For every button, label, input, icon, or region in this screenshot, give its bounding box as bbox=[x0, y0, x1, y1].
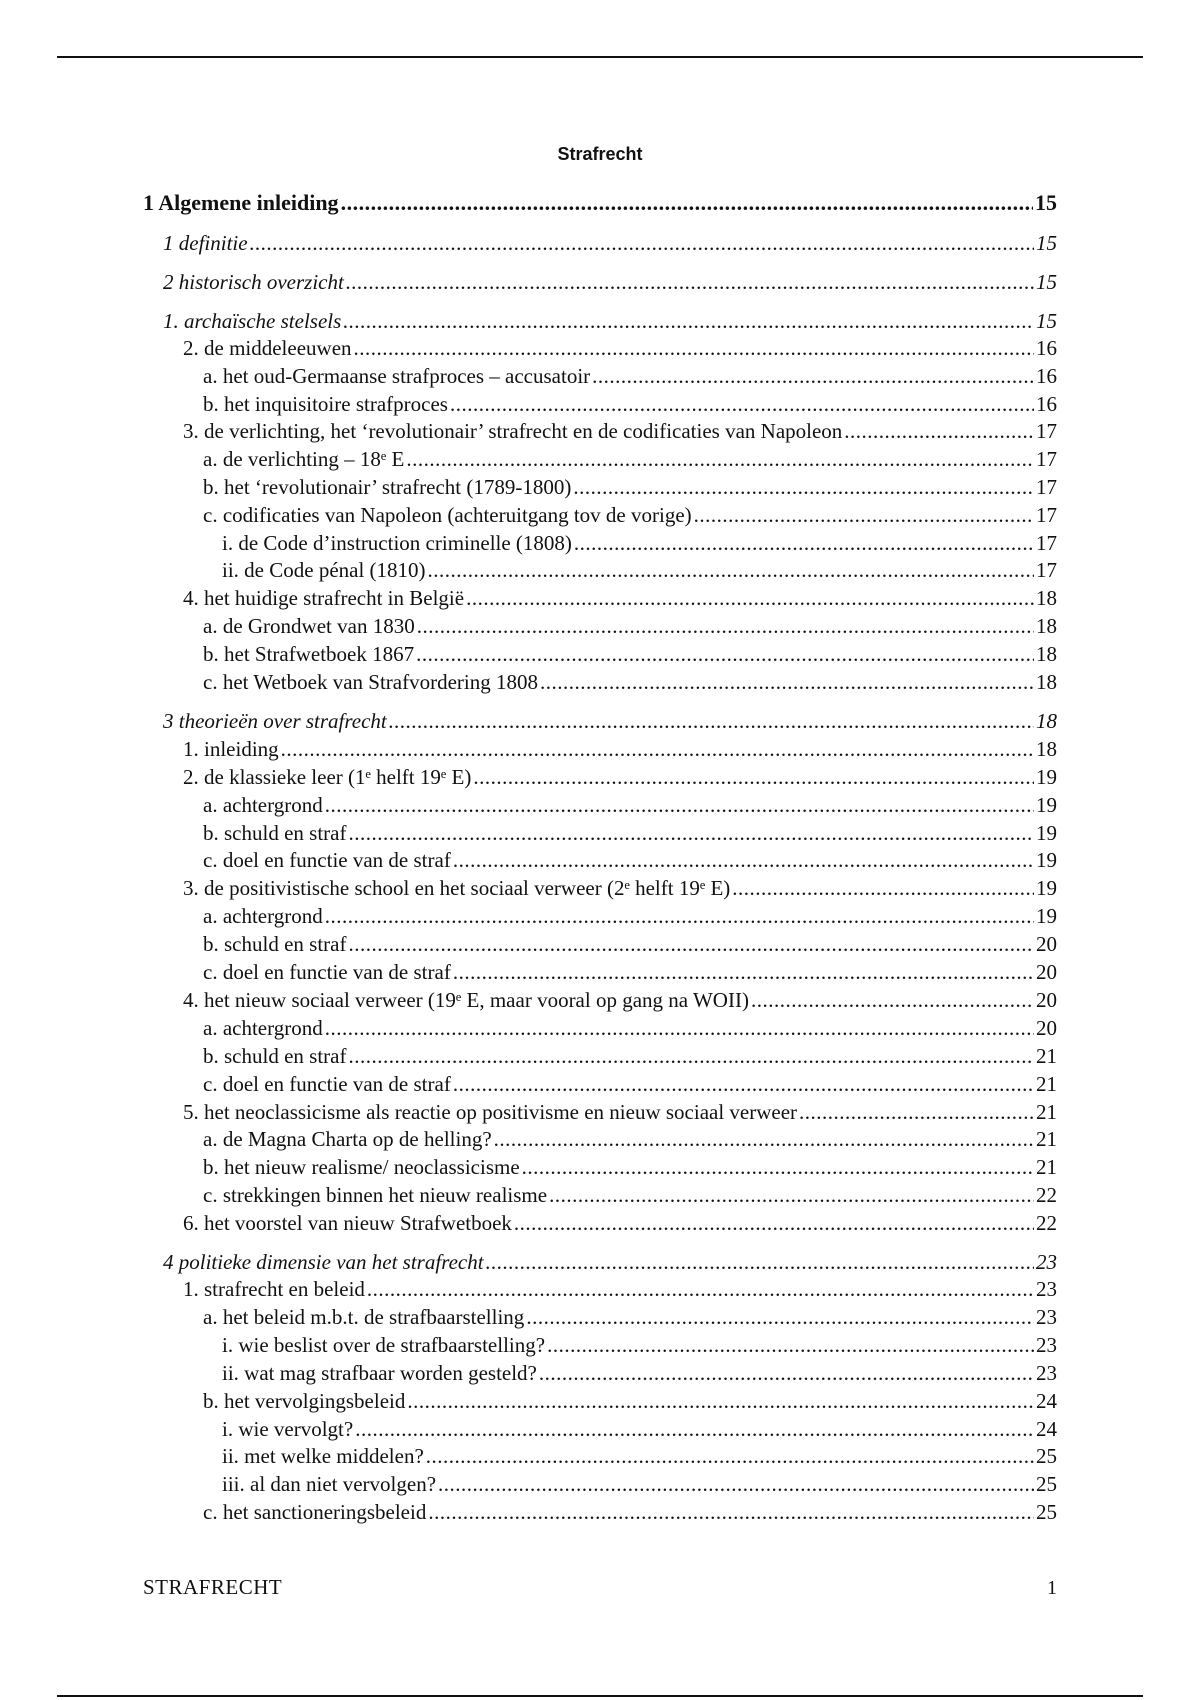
toc-entry-label: c. strekkingen binnen het nieuw realisme bbox=[203, 1183, 548, 1207]
toc-entry[interactable] bbox=[203, 502, 1057, 528]
dot-leader bbox=[341, 190, 1033, 216]
toc-entry-label: ii. met welke middelen? bbox=[222, 1444, 424, 1468]
toc-entry-label: b. het ‘revolutionair’ strafrecht (1789-1800) bbox=[203, 475, 572, 499]
toc-entry[interactable] bbox=[203, 1304, 1057, 1330]
dot-leader bbox=[574, 530, 1034, 556]
toc-entry[interactable] bbox=[163, 1249, 1057, 1275]
toc-entry-page: 22 bbox=[1036, 1211, 1057, 1235]
dot-leader bbox=[526, 1304, 1034, 1330]
dot-leader bbox=[450, 391, 1034, 417]
toc-entry-page: 17 bbox=[1036, 419, 1057, 443]
toc-entry-page: 21 bbox=[1036, 1100, 1057, 1124]
toc-entry-page: 21 bbox=[1036, 1155, 1057, 1179]
toc-entry-page: 17 bbox=[1036, 447, 1057, 471]
toc-entry[interactable] bbox=[163, 269, 1057, 295]
toc-entry[interactable] bbox=[143, 190, 1057, 216]
toc-entry-label: a. het oud-Germaanse strafproces – accusatoir bbox=[203, 364, 591, 388]
dot-leader bbox=[751, 987, 1034, 1013]
dot-leader bbox=[547, 1332, 1034, 1358]
toc-entry[interactable] bbox=[203, 474, 1057, 500]
dot-leader bbox=[417, 613, 1034, 639]
toc-entry[interactable] bbox=[203, 1126, 1057, 1152]
toc-entry[interactable] bbox=[183, 1210, 1057, 1236]
toc-entry-page: 18 bbox=[1036, 642, 1057, 666]
dot-leader bbox=[346, 269, 1034, 295]
toc-entry[interactable] bbox=[203, 959, 1057, 985]
toc-entry-page: 20 bbox=[1036, 1016, 1057, 1040]
toc-entry-label: 1 Algemene inleiding bbox=[143, 190, 339, 215]
dot-leader bbox=[348, 1043, 1034, 1069]
toc-entry-label: iii. al dan niet vervolgen? bbox=[222, 1472, 437, 1496]
toc-entry-page: 15 bbox=[1036, 231, 1057, 255]
dot-leader bbox=[732, 875, 1034, 901]
toc-entry-page: 19 bbox=[1036, 904, 1057, 928]
toc-entry-label: ii. de Code pénal (1810) bbox=[222, 558, 426, 582]
toc-entry-label: a. de verlichting – 18ᵉ E bbox=[203, 447, 405, 471]
toc-entry[interactable] bbox=[203, 613, 1057, 639]
toc-entry-label: a. achtergrond bbox=[203, 793, 323, 817]
toc-entry-label: 2. de klassieke leer (1ᵉ helft 19ᵉ E) bbox=[183, 765, 472, 789]
toc-entry-page: 20 bbox=[1036, 960, 1057, 984]
toc-entry-label: b. het inquisitoire strafproces bbox=[203, 392, 448, 416]
toc-entry[interactable] bbox=[203, 1015, 1057, 1041]
toc-entry-page: 24 bbox=[1036, 1389, 1057, 1413]
toc-entry-label: c. doel en functie van de straf bbox=[203, 1072, 451, 1096]
toc-entry-page: 25 bbox=[1036, 1500, 1057, 1524]
dot-leader bbox=[406, 446, 1034, 472]
toc-entry-label: c. doel en functie van de straf bbox=[203, 960, 451, 984]
toc-entry[interactable] bbox=[163, 308, 1057, 334]
toc-entry-label: i. de Code d’instruction criminelle (1808) bbox=[222, 531, 572, 555]
toc-entry-label: a. achtergrond bbox=[203, 1016, 323, 1040]
toc-entry-page: 25 bbox=[1036, 1444, 1057, 1468]
toc-entry-page: 18 bbox=[1036, 670, 1057, 694]
toc-entry-page: 19 bbox=[1036, 848, 1057, 872]
toc-entry[interactable] bbox=[222, 1416, 1057, 1442]
dot-leader bbox=[799, 1099, 1034, 1125]
toc-entry[interactable] bbox=[183, 987, 1057, 1013]
toc-entry-label: a. de Grondwet van 1830 bbox=[203, 614, 415, 638]
toc-entry[interactable] bbox=[203, 847, 1057, 873]
toc-entry-page: 22 bbox=[1036, 1183, 1057, 1207]
toc-entry[interactable] bbox=[203, 641, 1057, 667]
toc-entry-label: 6. het voorstel van nieuw Strafwetboek bbox=[183, 1211, 512, 1235]
toc-entry-label: 3. de positivistische school en het sociaal verweer (2ᵉ helft 19ᵉ E) bbox=[183, 876, 731, 900]
dot-leader bbox=[428, 1499, 1034, 1525]
dot-leader bbox=[486, 1249, 1034, 1275]
toc-entry[interactable] bbox=[183, 1276, 1057, 1302]
toc-entry-page: 24 bbox=[1036, 1417, 1057, 1441]
toc-entry[interactable] bbox=[203, 903, 1057, 929]
toc-entry-page: 18 bbox=[1036, 709, 1057, 733]
toc-entry-label: c. het sanctioneringsbeleid bbox=[203, 1500, 427, 1524]
toc-entry[interactable] bbox=[222, 1471, 1057, 1497]
toc-entry-label: c. codificaties van Napoleon (achteruitgang tov de vorige) bbox=[203, 503, 692, 527]
dot-leader bbox=[281, 736, 1034, 762]
toc-entry[interactable] bbox=[222, 557, 1057, 583]
dot-leader bbox=[522, 1154, 1034, 1180]
toc-entry-label: c. doel en functie van de straf bbox=[203, 848, 451, 872]
toc-entry-page: 15 bbox=[1035, 190, 1057, 215]
toc-entry-page: 19 bbox=[1036, 821, 1057, 845]
dot-leader bbox=[473, 764, 1034, 790]
document-title: Strafrecht bbox=[557, 144, 643, 164]
toc-entry-page: 16 bbox=[1036, 336, 1057, 360]
toc-entry[interactable] bbox=[203, 391, 1057, 417]
toc-entry[interactable] bbox=[203, 363, 1057, 389]
toc-entry[interactable] bbox=[203, 931, 1057, 957]
dot-leader bbox=[573, 474, 1034, 500]
toc-entry-page: 21 bbox=[1036, 1072, 1057, 1096]
toc-entry-label: b. het Strafwetboek 1867 bbox=[203, 642, 415, 666]
toc-entry-label: 5. het neoclassicisme als reactie op positivisme en nieuw sociaal verweer bbox=[183, 1100, 798, 1124]
toc-entry-label: 2. de middeleeuwen bbox=[183, 336, 352, 360]
dot-leader bbox=[494, 1126, 1034, 1152]
dot-leader bbox=[438, 1471, 1034, 1497]
toc-entry[interactable] bbox=[203, 820, 1057, 846]
toc-entry-label: 1. strafrecht en beleid bbox=[183, 1277, 365, 1301]
toc-entry-label: i. wie beslist over de strafbaarstelling? bbox=[222, 1333, 546, 1357]
toc-entry-page: 16 bbox=[1036, 364, 1057, 388]
toc-entry[interactable] bbox=[183, 875, 1057, 901]
dot-leader bbox=[428, 557, 1034, 583]
toc-entry-page: 18 bbox=[1036, 586, 1057, 610]
dot-leader bbox=[539, 1360, 1034, 1386]
toc-entry-page: 21 bbox=[1036, 1127, 1057, 1151]
dot-leader bbox=[514, 1210, 1034, 1236]
toc-entry-page: 23 bbox=[1036, 1277, 1057, 1301]
dot-leader bbox=[355, 1416, 1034, 1442]
toc-entry-page: 19 bbox=[1036, 765, 1057, 789]
toc-entry-label: a. de Magna Charta op de helling? bbox=[203, 1127, 492, 1151]
toc-entry-label: 1. archaïsche stelsels bbox=[163, 309, 342, 333]
toc-entry[interactable] bbox=[183, 585, 1057, 611]
toc-entry[interactable] bbox=[222, 1443, 1057, 1469]
dot-leader bbox=[348, 820, 1034, 846]
toc-entry-label: c. het Wetboek van Strafvordering 1808 bbox=[203, 670, 538, 694]
toc-entry-page: 17 bbox=[1036, 531, 1057, 555]
toc-entry-page: 23 bbox=[1036, 1250, 1057, 1274]
toc-entry-page: 23 bbox=[1036, 1361, 1057, 1385]
toc-entry-page: 23 bbox=[1036, 1333, 1057, 1357]
dot-leader bbox=[325, 792, 1034, 818]
dot-leader bbox=[453, 959, 1034, 985]
toc-entry-label: 4 politieke dimensie van het strafrecht bbox=[163, 1250, 484, 1274]
toc-entry[interactable] bbox=[183, 736, 1057, 762]
toc-entry[interactable] bbox=[222, 1360, 1057, 1386]
dot-leader bbox=[354, 335, 1034, 361]
dot-leader bbox=[453, 1071, 1034, 1097]
toc-entry-page: 25 bbox=[1036, 1472, 1057, 1496]
toc-entry-page: 17 bbox=[1036, 475, 1057, 499]
toc-entry[interactable] bbox=[163, 708, 1057, 734]
toc-entry[interactable] bbox=[183, 764, 1057, 790]
toc-entry-label: b. schuld en straf bbox=[203, 932, 347, 956]
dot-leader bbox=[549, 1182, 1034, 1208]
toc-entry[interactable] bbox=[183, 335, 1057, 361]
dot-leader bbox=[325, 903, 1034, 929]
toc-entry-page: 16 bbox=[1036, 392, 1057, 416]
toc-entry-page: 17 bbox=[1036, 558, 1057, 582]
bottom-rule bbox=[57, 1695, 1143, 1697]
dot-leader bbox=[592, 363, 1034, 389]
toc-entry-label: 4. het nieuw sociaal verweer (19ᵉ E, maar vooral op gang na WOII) bbox=[183, 988, 749, 1012]
dot-leader bbox=[389, 708, 1034, 734]
dot-leader bbox=[367, 1276, 1034, 1302]
dot-leader bbox=[325, 1015, 1034, 1041]
toc-entry-label: 2 historisch overzicht bbox=[163, 270, 344, 294]
toc-entry[interactable] bbox=[183, 1099, 1057, 1125]
toc-entry-label: b. schuld en straf bbox=[203, 1044, 347, 1068]
toc-entry[interactable] bbox=[203, 1071, 1057, 1097]
toc-entry-label: 3 theorieën over strafrecht bbox=[163, 709, 387, 733]
toc-entry-page: 21 bbox=[1036, 1044, 1057, 1068]
dot-leader bbox=[844, 418, 1034, 444]
toc-entry[interactable] bbox=[163, 230, 1057, 256]
toc-entry-page: 23 bbox=[1036, 1305, 1057, 1329]
dot-leader bbox=[250, 230, 1034, 256]
dot-leader bbox=[343, 308, 1034, 334]
toc-entry[interactable] bbox=[203, 1182, 1057, 1208]
toc-entry[interactable] bbox=[203, 1154, 1057, 1180]
toc-entry-label: 1. inleiding bbox=[183, 737, 279, 761]
toc-entry-label: a. het beleid m.b.t. de strafbaarstelling bbox=[203, 1305, 525, 1329]
toc-entry-page: 19 bbox=[1036, 793, 1057, 817]
toc-entry[interactable] bbox=[203, 669, 1057, 695]
toc-entry-page: 15 bbox=[1036, 270, 1057, 294]
toc-entry-page: 19 bbox=[1036, 876, 1057, 900]
toc-entry[interactable] bbox=[203, 1043, 1057, 1069]
toc-entry-label: b. het vervolgingsbeleid bbox=[203, 1389, 406, 1413]
toc-entry-label: b. schuld en straf bbox=[203, 821, 347, 845]
toc-entry-label: 1 definitie bbox=[163, 231, 248, 255]
dot-leader bbox=[348, 931, 1034, 957]
dot-leader bbox=[540, 669, 1034, 695]
toc-entry-label: b. het nieuw realisme/ neoclassicisme bbox=[203, 1155, 520, 1179]
toc-entry[interactable] bbox=[203, 1499, 1057, 1525]
dot-leader bbox=[466, 585, 1034, 611]
toc-entry[interactable] bbox=[183, 418, 1057, 444]
toc-entry-label: 3. de verlichting, het ‘revolutionair’ strafrecht en de codificaties van Napoleon bbox=[183, 419, 843, 443]
toc-entry[interactable] bbox=[203, 446, 1057, 472]
toc-entry-label: i. wie vervolgt? bbox=[222, 1417, 354, 1441]
dot-leader bbox=[453, 847, 1034, 873]
toc-entry-label: 4. het huidige strafrecht in België bbox=[183, 586, 465, 610]
toc-entry-page: 18 bbox=[1036, 614, 1057, 638]
toc-entry[interactable] bbox=[203, 1388, 1057, 1414]
toc-entry-label: ii. wat mag strafbaar worden gesteld? bbox=[222, 1361, 537, 1385]
dot-leader bbox=[416, 641, 1034, 667]
page-number: 1 bbox=[1047, 1577, 1057, 1599]
toc-entry[interactable] bbox=[203, 792, 1057, 818]
toc-entry[interactable] bbox=[222, 1332, 1057, 1358]
toc-entry[interactable] bbox=[222, 530, 1057, 556]
footer-title: STRAFRECHT bbox=[143, 1575, 283, 1599]
toc-entry-page: 18 bbox=[1036, 737, 1057, 761]
toc-entry-page: 15 bbox=[1036, 309, 1057, 333]
toc-entry-page: 20 bbox=[1036, 988, 1057, 1012]
dot-leader bbox=[407, 1388, 1034, 1414]
toc-entry-page: 20 bbox=[1036, 932, 1057, 956]
dot-leader bbox=[694, 502, 1034, 528]
toc-entry-label: a. achtergrond bbox=[203, 904, 323, 928]
dot-leader bbox=[426, 1443, 1034, 1469]
toc-entry-page: 17 bbox=[1036, 503, 1057, 527]
